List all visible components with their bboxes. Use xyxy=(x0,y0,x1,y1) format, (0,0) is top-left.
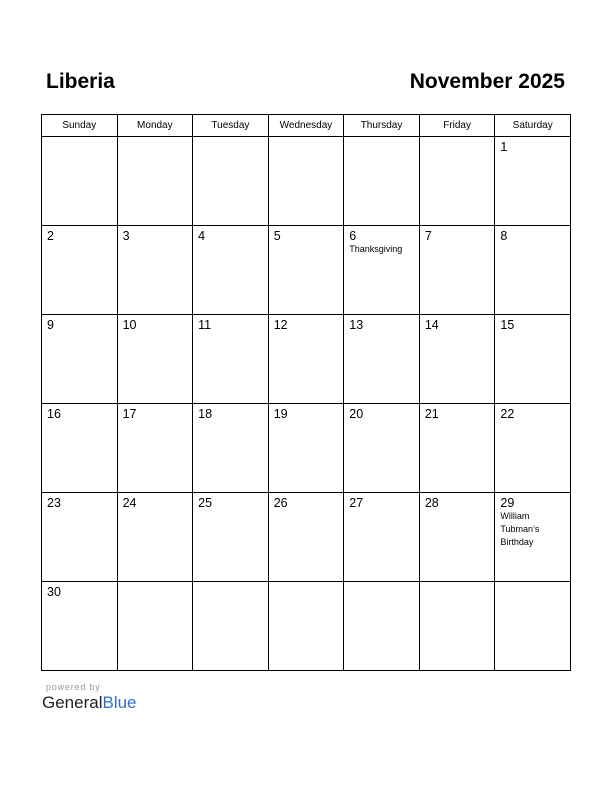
day-number: 23 xyxy=(47,496,61,510)
day-cell-18 xyxy=(193,404,269,493)
day-number: 18 xyxy=(198,407,213,421)
day-cell-26 xyxy=(268,493,344,582)
day-number: 14 xyxy=(424,318,439,332)
day-number: 3 xyxy=(122,229,130,243)
day-cell-24 xyxy=(117,493,193,582)
day-cell-14 xyxy=(419,315,495,404)
weekday-wednesday: Wednesday xyxy=(268,115,344,137)
day-cell-17 xyxy=(117,404,193,493)
day-cell-5 xyxy=(268,226,344,315)
empty-day-cell xyxy=(344,582,420,671)
day-cell-27 xyxy=(344,493,420,582)
day-cell-4 xyxy=(193,226,269,315)
weekday-sunday: Sunday xyxy=(42,115,118,137)
week-row xyxy=(42,404,571,493)
day-number: 26 xyxy=(273,496,288,510)
holiday-label: Thanksgiving xyxy=(349,244,403,254)
empty-day-cell xyxy=(495,582,571,671)
day-cell-9 xyxy=(42,315,118,404)
brand-blue-text: Blue xyxy=(102,693,137,712)
day-number: 30 xyxy=(47,585,61,599)
week-row xyxy=(42,315,571,404)
day-number: 27 xyxy=(349,496,364,510)
country-title: Liberia xyxy=(46,70,115,93)
powered-by-label: powered by xyxy=(46,682,101,692)
day-cell-1 xyxy=(495,137,571,226)
empty-day-cell xyxy=(419,582,495,671)
day-cell-20 xyxy=(344,404,420,493)
day-number: 17 xyxy=(122,407,137,421)
day-cell-28 xyxy=(419,493,495,582)
weekday-saturday: Saturday xyxy=(495,115,571,137)
day-cell-12 xyxy=(268,315,344,404)
empty-day-cell xyxy=(117,582,193,671)
day-number: 25 xyxy=(198,496,213,510)
day-number: 6 xyxy=(349,229,357,243)
day-cell-2 xyxy=(42,226,118,315)
day-number: 22 xyxy=(500,407,515,421)
weekday-header-row xyxy=(42,115,571,137)
day-number: 19 xyxy=(273,407,288,421)
weekday-thursday: Thursday xyxy=(344,115,420,137)
day-cell-3 xyxy=(117,226,193,315)
day-number: 1 xyxy=(500,140,508,154)
empty-day-cell xyxy=(419,137,495,226)
week-row xyxy=(42,137,571,226)
calendar-grid xyxy=(41,114,571,671)
day-cell-8 xyxy=(495,226,571,315)
generalblue-logo[interactable] xyxy=(42,693,137,713)
day-cell-16 xyxy=(42,404,118,493)
day-cell-22 xyxy=(495,404,571,493)
day-number: 4 xyxy=(198,229,206,243)
day-number: 12 xyxy=(273,318,288,332)
empty-day-cell xyxy=(117,137,193,226)
empty-day-cell xyxy=(193,137,269,226)
brand-general-text: General xyxy=(42,693,103,712)
weekday-friday: Friday xyxy=(419,115,495,137)
day-cell-21 xyxy=(419,404,495,493)
day-cell-29 xyxy=(495,493,571,582)
day-number: 7 xyxy=(424,229,432,243)
weekday-tuesday: Tuesday xyxy=(193,115,269,137)
day-cell-15 xyxy=(495,315,571,404)
day-number: 20 xyxy=(349,407,364,421)
month-year-title: November 2025 xyxy=(409,70,565,93)
empty-day-cell xyxy=(268,582,344,671)
day-cell-19 xyxy=(268,404,344,493)
day-cell-25 xyxy=(193,493,269,582)
week-row xyxy=(42,582,571,671)
day-number: 11 xyxy=(198,318,212,332)
week-row xyxy=(42,493,571,582)
empty-day-cell xyxy=(193,582,269,671)
day-number: 2 xyxy=(47,229,54,243)
day-number: 5 xyxy=(273,229,281,243)
day-number: 29 xyxy=(500,496,515,510)
day-number: 9 xyxy=(47,318,54,332)
day-number: 21 xyxy=(424,407,439,421)
day-cell-11 xyxy=(193,315,269,404)
empty-day-cell xyxy=(344,137,420,226)
day-cell-13 xyxy=(344,315,420,404)
day-number: 8 xyxy=(500,229,508,243)
empty-day-cell xyxy=(42,137,118,226)
weekday-monday: Monday xyxy=(117,115,193,137)
day-number: 10 xyxy=(122,318,137,332)
day-number: 15 xyxy=(500,318,515,332)
day-number: 24 xyxy=(122,496,137,510)
holiday-label: William Tubman’s Birthday xyxy=(500,511,540,547)
day-number: 28 xyxy=(424,496,439,510)
day-cell-30 xyxy=(42,582,118,671)
day-cell-23 xyxy=(42,493,118,582)
day-cell-7 xyxy=(419,226,495,315)
day-number: 16 xyxy=(47,407,61,421)
day-number: 13 xyxy=(349,318,364,332)
empty-day-cell xyxy=(268,137,344,226)
day-cell-10 xyxy=(117,315,193,404)
day-cell-6 xyxy=(344,226,420,315)
week-row xyxy=(42,226,571,315)
